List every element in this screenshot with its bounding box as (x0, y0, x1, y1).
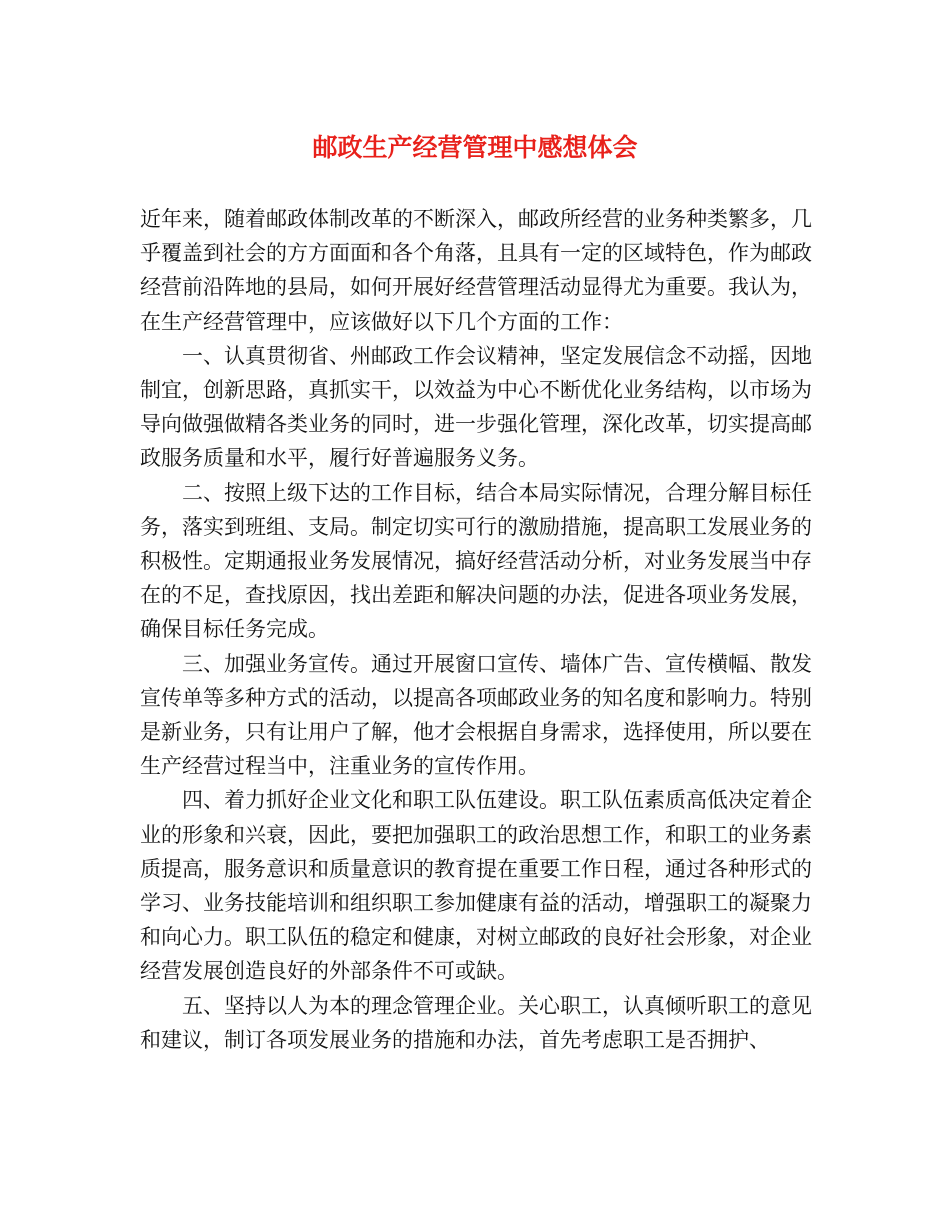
document-body (140, 202, 812, 1057)
paragraph-point-2: 二、按照上级下达的工作目标，结合本局实际情况，合理分解目标任务，落实到班组、支局。制定切实可行的激励措施，提高职工发展业务的积极性。定期通报业务发展情况，搞好经营活动分析，对业务发展当中存在的不足，查找原因，找出差距和解决问题的办法，促进各项业务发展，确保目标任务完成。 (140, 480, 812, 642)
paragraph-intro: 近年来，随着邮政体制改革的不断深入，邮政所经营的业务种类繁多，几乎覆盖到社会的方方面面和各个角落，且具有一定的区域特色，作为邮政经营前沿阵地的县局，如何开展好经营管理活动显得尤为重要。我认为，在生产经营管理中，应该做好以下几个方面的工作： (140, 207, 812, 334)
document-title: 邮政生产经营管理中感想体会 (312, 133, 638, 162)
paragraph-point-3: 三、加强业务宣传。通过开展窗口宣传、墙体广告、宣传横幅、散发宣传单等多种方式的活动，以提高各项邮政业务的知名度和影响力。特别是新业务，只有让用户了解，他才会根据自身需求，选择使用，所以要在生产经营过程当中，注重业务的宣传作用。 (140, 651, 812, 779)
paragraph-point-4: 四、着力抓好企业文化和职工队伍建设。职工队伍素质高低决定着企业的形象和兴衰，因此，要把加强职工的政治思想工作，和职工的业务素质提高，服务意识和质量意识的教育提在重要工作日程，通过各种形式的学习、业务技能培训和组织职工参加健康有益的活动，增强职工的凝聚力和向心力。职工队伍的稳定和健康，对树立邮政的良好社会形象，对企业经营发展创造良好的外部条件不可或缺。 (140, 788, 812, 984)
paragraph-point-5: 五、坚持以人为本的理念管理企业。关心职工，认真倾听职工的意见和建议，制订各项发展业务的措施和办法，首先考虑职工是否拥护、 (140, 993, 812, 1052)
paragraph-point-1: 一、认真贯彻省、州邮政工作会议精神，坚定发展信念不动摇，因地制宜，创新思路，真抓实干，以效益为中心不断优化业务结构，以市场为导向做强做精各类业务的同时，进一步强化管理，深化改革，切实提高邮政服务质量和水平，履行好普遍服务义务。 (140, 343, 812, 471)
